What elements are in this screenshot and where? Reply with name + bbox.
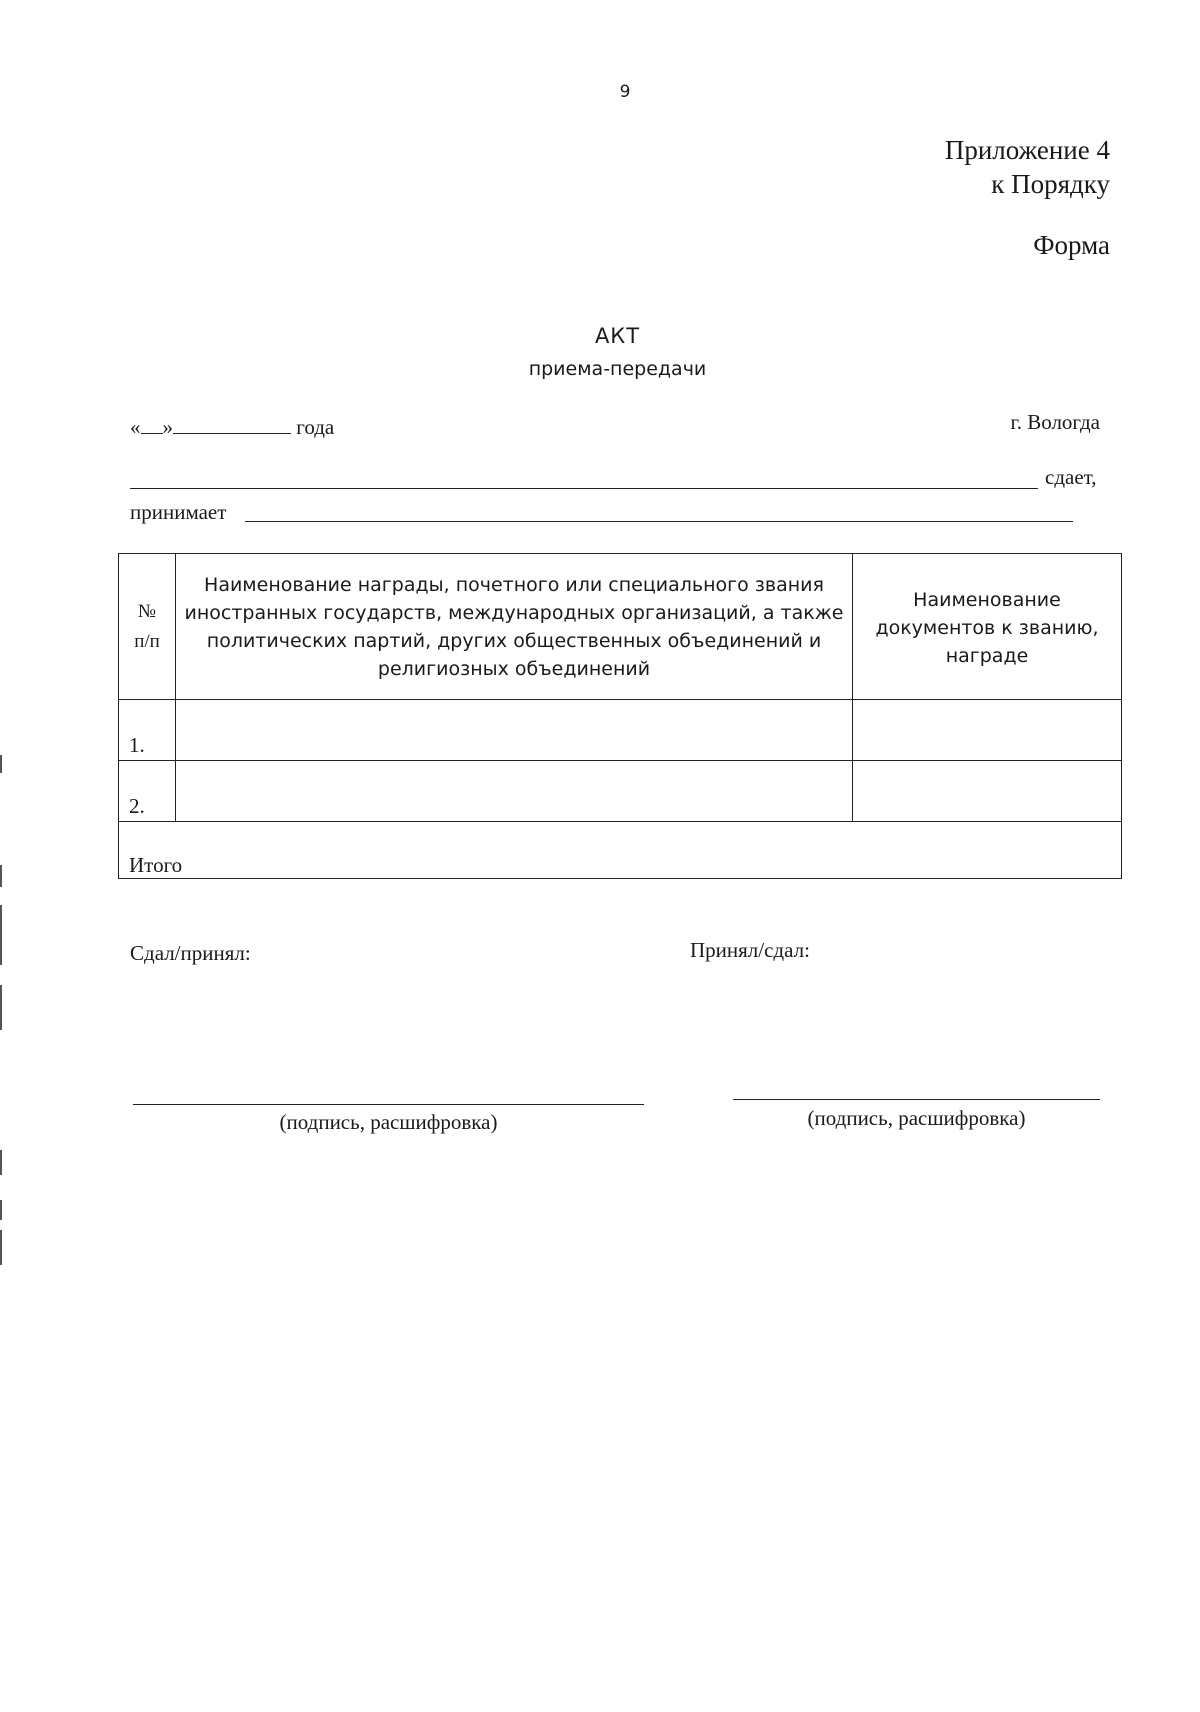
row-number: 2.: [119, 761, 176, 822]
header-award-name: Наименование награды, почетного или специального звания иностранных государств, международных организаций, а также политических партий, других общественных объединений и религиозных объединений: [176, 554, 853, 700]
row-documents: [853, 700, 1122, 761]
scan-edge-mark: [0, 1200, 2, 1220]
header-documents: Наименование документов к званию, награде: [853, 554, 1122, 700]
table-row: [119, 761, 1122, 822]
right-signature-caption: (подпись, расшифровка): [807, 1106, 1026, 1130]
scan-edge-mark: [0, 905, 2, 965]
act-subtitle: приема-передачи: [528, 358, 707, 380]
form-label: Форма: [1033, 230, 1110, 260]
city-label: г. Вологда: [1010, 410, 1100, 434]
scan-edge-mark: [0, 865, 2, 887]
giver-name-blank: [130, 488, 1038, 489]
act-table: [118, 553, 1122, 879]
date-close-quote: »: [162, 415, 173, 439]
row-award-name: [176, 700, 853, 761]
total-label: Итого: [119, 822, 1122, 879]
header-number-line-2: п/п: [134, 630, 160, 652]
right-signature-line: [733, 1099, 1100, 1100]
right-signatory-label: Принял/сдал:: [690, 938, 810, 962]
date-field: [130, 415, 334, 440]
header-number: [119, 554, 176, 700]
scan-edge-mark: [0, 1230, 2, 1265]
act-title: АКТ: [594, 324, 641, 348]
table-row: [119, 700, 1122, 761]
appendix-line-2: к Порядку: [991, 169, 1110, 199]
row-number: 1.: [119, 700, 176, 761]
left-signature-line: [133, 1104, 644, 1105]
table-header-row: [119, 554, 1122, 700]
receiver-label: принимает: [130, 500, 227, 524]
year-word: года: [296, 415, 335, 439]
page-number: 9: [619, 82, 631, 102]
scan-edge-mark: [0, 1150, 2, 1175]
table-total-row: [119, 822, 1122, 879]
appendix-reference: [945, 133, 1110, 201]
row-documents: [853, 761, 1122, 822]
day-blank: [141, 432, 163, 434]
left-signature-caption: (подпись, расшифровка): [279, 1110, 498, 1134]
row-award-name: [176, 761, 853, 822]
month-blank: [173, 432, 291, 434]
scan-edge-mark: [0, 985, 2, 1030]
left-signatory-label: Сдал/принял:: [130, 941, 251, 965]
receiver-name-blank: [245, 521, 1073, 522]
giver-label: сдает,: [1045, 465, 1097, 489]
appendix-line-1: Приложение 4: [944, 135, 1110, 165]
date-open-quote: «: [130, 415, 141, 439]
scan-edge-mark: [0, 755, 2, 773]
header-number-line-1: №: [137, 600, 157, 622]
